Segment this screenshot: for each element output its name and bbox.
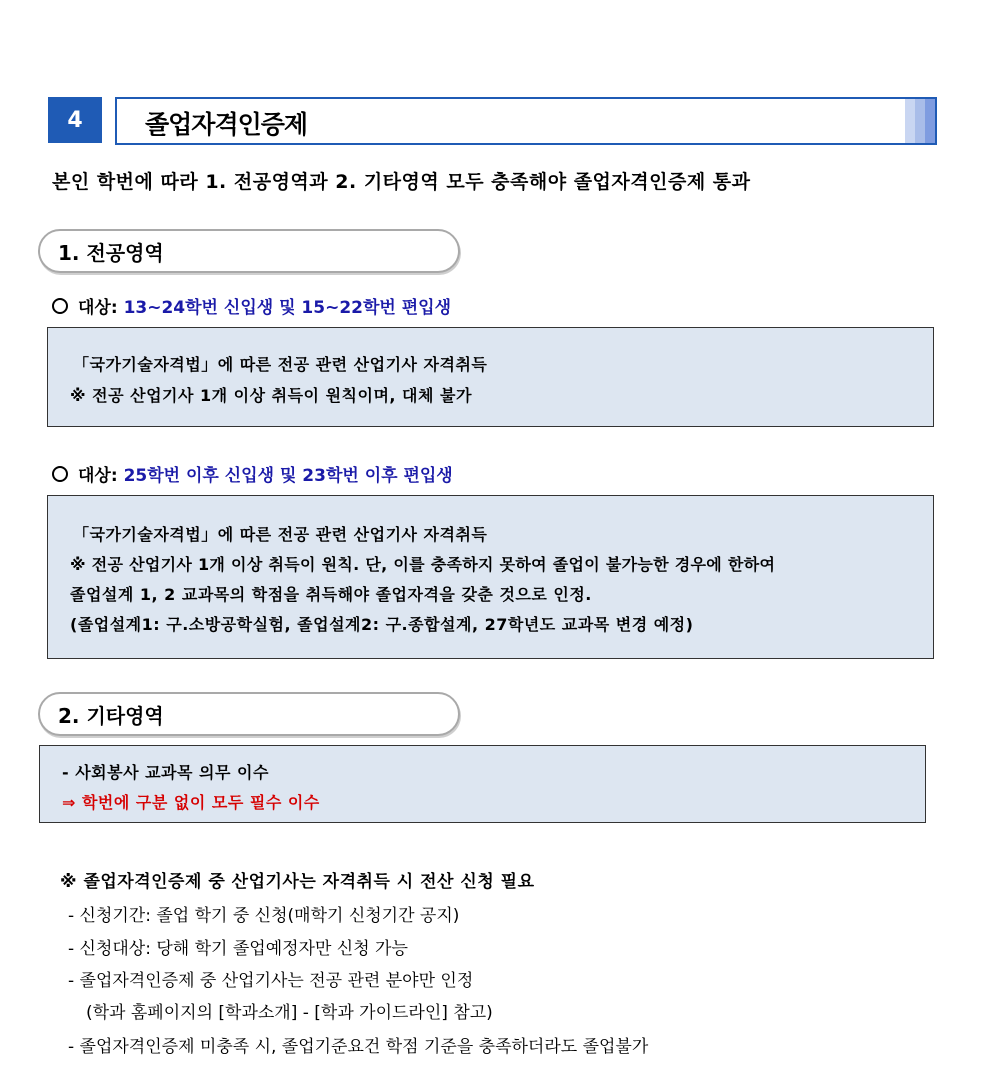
stripe-2 bbox=[915, 99, 925, 143]
title-bar-stripes bbox=[905, 99, 935, 143]
box2-line-4: (졸업설계1: 구.소방공학실험, 졸업설계2: 구.종합설계, 27학년도 교과목 변경 예정) bbox=[70, 615, 694, 634]
stripe-3 bbox=[925, 99, 935, 143]
box1-line-1: 「국가기술자격법」에 따른 전공 관련 산업기사 자격취득 bbox=[73, 355, 488, 374]
target-label: 대상: bbox=[78, 298, 118, 318]
circle-bullet-icon bbox=[52, 298, 68, 314]
other-line-2: ⇒ 학번에 구분 없이 모두 필수 이수 bbox=[62, 793, 320, 812]
circle-bullet-icon bbox=[52, 466, 68, 482]
intro-text: 본인 학번에 따라 1. 전공영역과 2. 기타영역 모두 충족해야 졸업자격인증제 통과 bbox=[52, 171, 751, 193]
target-line-1 bbox=[52, 293, 451, 318]
target-value: 25학번 이후 신입생 및 23학번 이후 편입생 bbox=[123, 466, 453, 486]
other-line-1: - 사회봉사 교과목 의무 이수 bbox=[62, 763, 269, 782]
note-item-2: - 신청대상: 당해 학기 졸업예정자만 신청 가능 bbox=[68, 939, 408, 959]
other-heading: 2. 기타영역 bbox=[58, 704, 164, 728]
major-heading-pill bbox=[38, 229, 460, 273]
target-line-2 bbox=[52, 461, 453, 486]
section-title: 졸업자격인증제 bbox=[145, 110, 308, 139]
requirement-box-1 bbox=[47, 327, 934, 427]
target-label: 대상: bbox=[78, 466, 118, 486]
box2-line-2: ※ 전공 산업기사 1개 이상 취득이 원칙. 단, 이를 충족하지 못하여 졸업이 불가능한 경우에 한하여 bbox=[70, 555, 776, 574]
box2-line-1: 「국가기술자격법」에 따른 전공 관련 산업기사 자격취득 bbox=[73, 525, 488, 544]
requirement-box-2 bbox=[47, 495, 934, 659]
stripe-1 bbox=[905, 99, 915, 143]
other-requirement-box bbox=[39, 745, 926, 823]
section-number-badge: 4 bbox=[48, 97, 102, 143]
note-item-1: - 신청기간: 졸업 학기 중 신청(매학기 신청기간 공지) bbox=[68, 906, 460, 926]
other-heading-pill bbox=[38, 692, 460, 736]
section-title-bar bbox=[115, 97, 937, 145]
note-item-5: - 졸업자격인증제 미충족 시, 졸업기준요건 학점 기준을 충족하더라도 졸업불가 bbox=[68, 1037, 649, 1057]
note-item-3: - 졸업자격인증제 중 산업기사는 전공 관련 분야만 인정 bbox=[68, 971, 474, 991]
note-item-4: (학과 홈페이지의 [학과소개] - [학과 가이드라인] 참고) bbox=[86, 1003, 493, 1023]
target-value: 13~24학번 신입생 및 15~22학번 편입생 bbox=[123, 298, 452, 318]
notes-title: ※ 졸업자격인증제 중 산업기사는 자격취득 시 전산 신청 필요 bbox=[60, 872, 535, 892]
major-heading: 1. 전공영역 bbox=[58, 241, 164, 265]
box2-line-3: 졸업설계 1, 2 교과목의 학점을 취득해야 졸업자격을 갖춘 것으로 인정. bbox=[70, 585, 592, 604]
box1-line-2: ※ 전공 산업기사 1개 이상 취득이 원칙이며, 대체 불가 bbox=[70, 386, 472, 405]
